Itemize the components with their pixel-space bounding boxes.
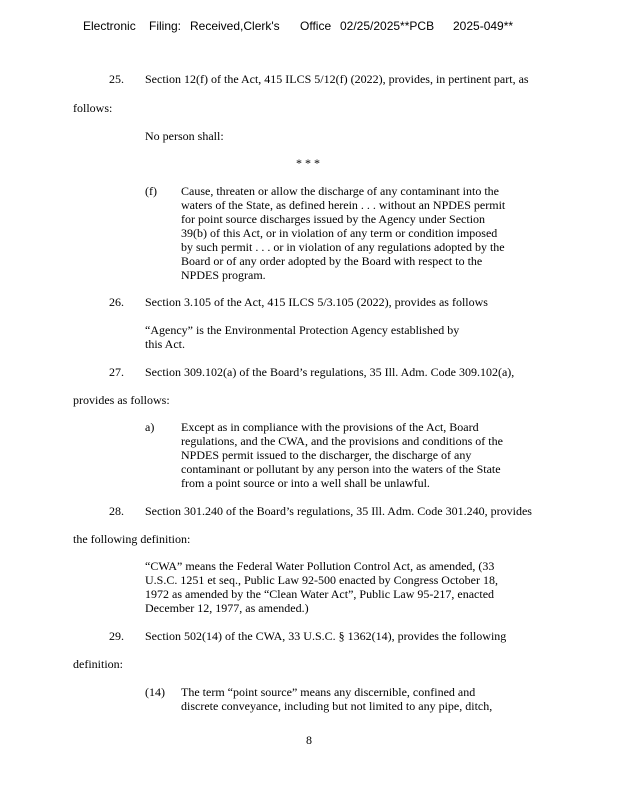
header-electronic: Electronic [83,19,136,33]
header-received: Received,Clerk's [190,19,280,33]
header-office: Office [300,19,332,33]
quote-line: Cause, threaten or allow the discharge of any contaminant into the [181,184,500,198]
paragraph-text: Section 301.240 of the Board’s regulations, 35 Ill. Adm. Code 301.240, provides [145,504,532,518]
header-docket: 2025-049** [453,19,514,33]
quote-line: regulations, and the CWA, and the provisions and conditions of the [181,434,503,448]
header-date: 02/25/2025**PCB [340,19,435,33]
item-label: (14) [145,685,165,699]
paragraph-number: 25. [109,72,124,86]
quote-line: 1972 as amended by the “Clean Water Act”, Public Law 95-217, enacted [145,587,495,601]
item-label: a) [145,420,155,434]
quote-line: waters of the State, as defined herein . . . without an NPDES permit [181,198,506,212]
quote-line: The term “point source” means any discernible, confined and [181,685,476,699]
paragraph-text: Section 3.105 of the Act, 415 ILCS 5/3.105 (2022), provides as follows [145,295,488,309]
quote-line: “CWA” means the Federal Water Pollution Control Act, as amended, (33 [145,559,495,573]
paragraph-text: the following definition: [73,532,191,546]
paragraph-number: 26. [109,295,124,309]
quote-line: for point source discharges issued by the Agency under Section [181,212,486,226]
paragraph-text: provides as follows: [73,393,170,407]
filing-header [83,19,598,117]
quote-line: 39(b) of this Act, or in violation of any term or condition imposed [181,226,498,240]
paragraph-text: definition: [73,657,123,671]
quote-line: NPDES permit issued to the discharger, the discharge of any [181,448,472,462]
quote-line: by such permit . . . or in violation of any regulations adopted by the [181,240,505,254]
paragraph-text: follows: [73,101,113,115]
quote-line: Except as in compliance with the provisions of the Act, Board [181,420,479,434]
quote-line: this Act. [145,337,186,351]
quote-line: “Agency” is the Environmental Protection Agency established by [145,323,460,337]
paragraph-text: Section 309.102(a) of the Board’s regulations, 35 Ill. Adm. Code 309.102(a), [145,365,515,379]
paragraph-number: 27. [109,365,124,379]
quote-line: contaminant or pollutant by any person into the waters of the State [181,462,501,476]
page-number: 8 [306,733,312,747]
quote-intro: No person shall: [145,129,224,143]
header-filing: Filing: [149,19,182,33]
paragraph-text: Section 502(14) of the CWA, 33 U.S.C. § 1362(14), provides the following [145,629,507,643]
paragraph-number: 28. [109,504,124,518]
quote-line: from a point source or into a well shall be unlawful. [181,476,430,490]
quote-line: NPDES program. [181,268,266,282]
item-label: (f) [145,184,157,198]
quote-line: U.S.C. 1251 et seq., Public Law 92-500 enacted by Congress October 18, [145,573,498,587]
paragraph-number: 29. [109,629,124,643]
quote-line: Board or of any order adopted by the Board with respect to the [181,254,483,268]
quote-line: December 12, 1977, as amended.) [145,601,309,615]
quote-line: discrete conveyance, including but not limited to any pipe, ditch, [181,699,493,713]
ellipsis-stars: * * * [296,156,320,170]
paragraph-text: Section 12(f) of the Act, 415 ILCS 5/12(f) (2022), provides, in pertinent part, as [145,72,529,86]
